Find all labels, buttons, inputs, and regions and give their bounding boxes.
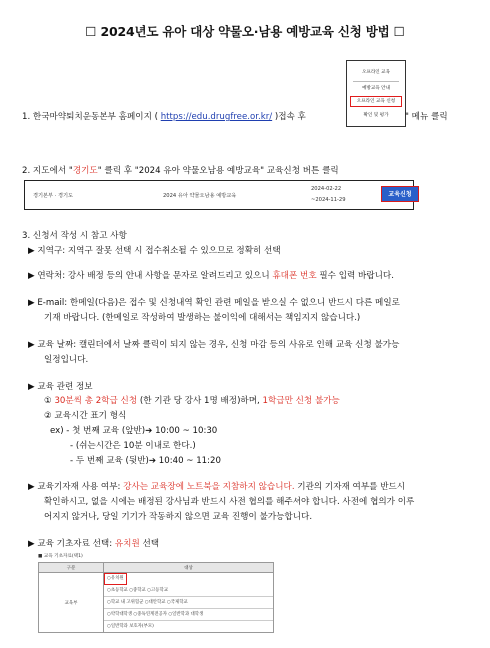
- device-note-3: 어지지 않거나, 당일 기기가 작동하지 않으면 교육 진행이 불가능합니다.: [44, 512, 313, 522]
- table-category: 교육부: [39, 573, 104, 633]
- region-note: ▶ 지역구: 지역구 잘못 선택 시 접수취소될 수 있으므로 정확히 선택: [28, 246, 281, 256]
- step2-line: [22, 164, 339, 176]
- step2-prefix: 2. 지도에서 ": [22, 166, 73, 176]
- board-date-start: 2024-02-22: [311, 186, 342, 192]
- step1-middle: )접속 후: [272, 112, 306, 122]
- board-region: 경기본부 · 경기도: [33, 193, 74, 199]
- menu-item-guide: 예방교육 안내: [361, 86, 391, 91]
- example-1: ex) - 첫 번째 교육 (앞반)➔ 10:00 ~ 10:30: [50, 426, 218, 436]
- contact-highlight: 휴대폰 번호: [272, 271, 317, 281]
- device-note-1: [28, 480, 405, 492]
- device-note-2: 확인하시고, 없을 시에는 배정된 강사님과 반드시 사전 협의를 해주셔야 합니다. 사전에 협의가 이루: [44, 497, 415, 507]
- menu-item-evaluate: 확인 및 평가: [363, 113, 389, 118]
- homepage-link[interactable]: https://edu.drugfree.or.kr/: [160, 112, 273, 122]
- step1-prefix: 1. 한국마약퇴치운동본부 홈페이지 (: [22, 112, 161, 122]
- material-text-b: 선택: [139, 539, 160, 549]
- board-course: 2024 유아 약물오남용 예방교육: [163, 193, 237, 199]
- example-3: - 두 번째 교육 (뒷반)➔ 10:40 ~ 11:20: [70, 456, 221, 466]
- info-1-text: (한 기관 당 강사 1명 배정)하며,: [137, 396, 263, 406]
- info-1-highlight-a: 30분씩 총 2학급 신청: [54, 396, 138, 406]
- menu-divider: [353, 81, 399, 82]
- date-note-1: ▶ 교육 날짜: 캘린더에서 날짜 클릭이 되지 않는 경우, 신청 마감 등의 사유로 인해 교육 신청 불가능: [28, 340, 400, 350]
- step3-heading: 3. 신청서 작성 시 참고 사항: [22, 231, 127, 241]
- material-text-a: ▶ 교육 기초자료 선택:: [28, 539, 115, 549]
- step1-line: [22, 110, 306, 122]
- material-note: [28, 537, 159, 549]
- option-kindergarten[interactable]: ○유치원: [104, 573, 127, 585]
- email-note-2: 기재 바랍니다. (한메일로 작성하여 발생하는 불이익에 대해서는 책임지지 않습니다.): [44, 313, 361, 323]
- table-header-target: 대상: [104, 563, 274, 573]
- page-title: ☐ 2024년도 유아 대상 약물오·남용 예방교육 신청 방법 ☐: [85, 24, 405, 39]
- contact-text-a: ▶ 연락처: 강사 배정 등의 안내 사항을 문자로 알려드리고 있으니: [28, 271, 273, 281]
- info-item-1: [44, 394, 340, 406]
- option-schools[interactable]: ○초등학교 ○중학교 ○고등학교: [104, 585, 273, 597]
- option-parents[interactable]: ○일반학과 보호자(부모): [107, 624, 154, 629]
- info-heading: ▶ 교육 관련 정보: [28, 382, 93, 392]
- option-university[interactable]: ○약학대학생 ○중독연계전공자 ○일반학과 대학생: [104, 609, 273, 621]
- material-table: [38, 562, 274, 633]
- step2-region: 경기도: [72, 166, 98, 176]
- info-1-highlight-b: 1학급만 신청 불가능: [262, 396, 340, 406]
- email-note-1: ▶ E-mail: 한메일(다음)은 접수 및 신청내역 확인 관련 메일을 받으실 수 없으니 반드시 다른 메일로: [28, 298, 400, 308]
- course-row: [24, 180, 414, 210]
- board-date-end: ~2024-11-29: [311, 197, 346, 203]
- table-caption: ■ 교육 기초자료(택1): [38, 554, 83, 559]
- date-note-2: 일정입니다.: [44, 355, 89, 365]
- material-highlight: 유치원: [114, 539, 140, 549]
- contact-note: [28, 269, 394, 281]
- option-special-schools[interactable]: ○학교 내 고위험군 ○대안학교 ○국제학교: [104, 597, 273, 609]
- contact-text-b: 필수 입력 바랍니다.: [316, 271, 394, 281]
- device-text-a: ▶ 교육기자재 사용 여부:: [28, 482, 124, 492]
- step2-suffix: " 클릭 후 "2024 유아 약물오남용 예방교육" 교육신청 버튼 클릭: [97, 166, 339, 176]
- menu-screenshot: [346, 60, 406, 127]
- table-options: [104, 573, 274, 633]
- menu-item-apply: 오프라인 교육 신청: [356, 99, 396, 104]
- menu-item-offline: 오프라인 교육: [361, 70, 391, 75]
- info-1-num: ①: [44, 396, 55, 406]
- example-2: - (쉬는시간은 10분 이내로 한다.): [70, 441, 196, 451]
- device-highlight: 강사는 교육장에 노트북을 지참하지 않습니다.: [123, 482, 295, 492]
- table-header-category: 구분: [39, 563, 104, 573]
- device-text-b: 기관의 기자재 여부를 반드시: [294, 482, 406, 492]
- apply-button[interactable]: 교육신청: [381, 186, 419, 202]
- info-item-2: ② 교육시간 표기 형식: [44, 411, 127, 421]
- step1-suffix: " 메뉴 클릭: [405, 112, 448, 122]
